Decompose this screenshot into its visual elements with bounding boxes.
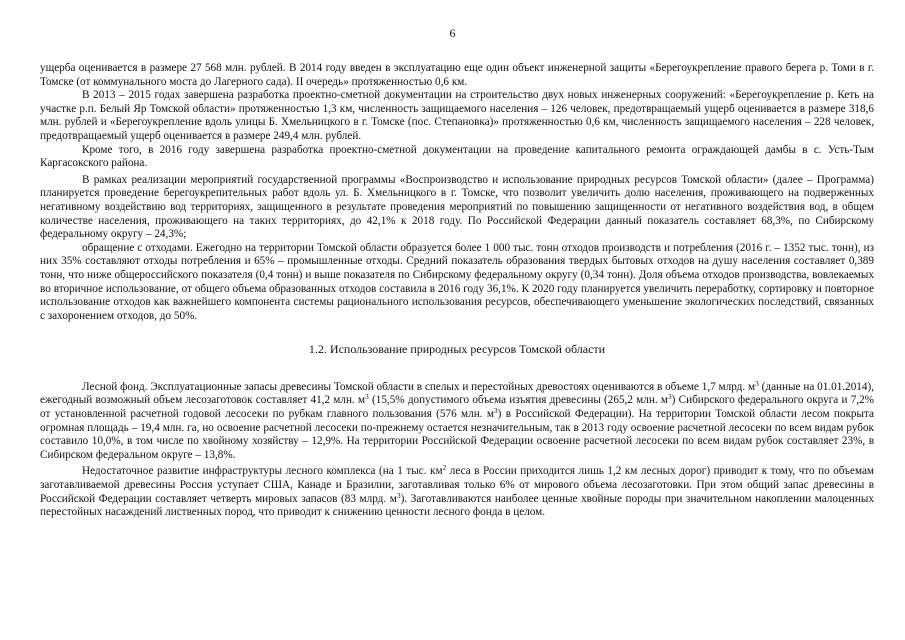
paragraph-forest-fund <box>40 378 874 463</box>
document-body <box>40 62 874 520</box>
paragraph: обращение с отходами. Ежегодно на территории Томской области образуется более 1 000 тыс. тонн отходов производств и потребления (2016 г. – 1352 тыс. тонн), из них 35% составляют отходы потребления и 65% – промышленные отходы. Средний показатель образования твердых бытовых отходов на душу населения составляет 0,389 тонн, что ниже общероссийского показателя (0,4 тонн) и выше показателя по Сибирскому федеральному округу (0,34 тонн). Доля объема отходов производства, вовлекаемых во вторичное использование, от общего объема образованных отходов составила в 2016 году 36,1%. К 2020 году планируется увеличить переработку, сортировку и повторное использование отходов как важнейшего компонента системы рационального использования ресурсов, обеспечивающего уменьшение экологических последствий, связанных с захоронением отходов, до 50%. <box>40 241 874 322</box>
superscript: 3 <box>365 392 369 402</box>
text-run: (данные на 01.01.2014), ежегодный возможный объем лесозаготовок составляет 41,2 млн. м <box>40 380 874 407</box>
superscript: 3 <box>396 490 401 500</box>
text-run: Недостаточное развитие инфраструктуры лесного комплекса (на 1 тыс. км <box>82 465 443 478</box>
paragraph: Кроме того, в 2016 году завершена разработка проектно-сметной документации на проведение капитального ремонта ограждающей дамбы в с. Усть-Тым Каргасокского района. <box>40 143 874 170</box>
section-title: 1.2. Использование природных ресурсов Томской области <box>308 342 606 357</box>
superscript: 3 <box>667 392 672 402</box>
paragraph: В рамках реализации мероприятий государственной программы «Воспроизводство и использование природных ресурсов Томской области» (далее – Программа) планируется проведение берегоукрепительных работ вдоль ул. Б. Хмельницкого в г. Томске, что позволит увеличить долю населения, проживающего на подверженных негативному воздействию вод территориях, защищенного в результате проведения мероприятий по повышению защищенности от негативного воздействия вод, в общем количестве населения, проживающего на таких территориях, до 42,1% к 2018 году. По Российской Федерации данный показатель составляет 68,3%, по Сибирскому федеральному округу – 24,3%; <box>40 173 874 241</box>
superscript: 3 <box>493 406 498 416</box>
paragraph: В 2013 – 2015 годах завершена разработка проектно-сметной документации на строительство двух новых инженерных сооружений: «Берегоукрепление р. Кеть на участке р.п. Белый Яр Томской области» протяженностью 1,3 км, численность защищаемого населения – 126 человек, предотвращаемый ущерб оценивается в размере 318,6 млн. рублей и «Берегоукрепление вдоль улицы Б. Хмельницкого в г. Томске (пос. Степановка)» протяженностью 0,6 км, численность защищаемого населения – 228 человек, предотвращаемый ущерб оценивается в размере 249,4 млн. рублей. <box>40 89 874 142</box>
page-number: 6 <box>449 26 456 40</box>
text-run: ) в Российской Федерации). На территории Томской области лесом покрыта огромная площадь – 19,4 млн. га, но освоение расчетной лесосеки по-прежнему остается незначительным, так в 2013 году освоение расчетной лесосеки по всем видам рубок составило 10,0%, в том числе по хвойному хозяйству – 12,9%. На территории Российской Федерации освоение расчетной лесосеки по всем видам рубок составляет 23%, в Сибирском федеральном округе – 13,8%. <box>40 408 874 461</box>
superscript: 2 <box>442 463 447 473</box>
text-run: Лесной фонд. Эксплуатационные запасы древесины Томской области в спелых и перестойных древостоях оцениваются в объеме 1,7 млрд. м <box>82 380 756 393</box>
text-run: леса в России приходится лишь 1,2 км лесных дорог) приводит к тому, что по объемам заготавливаемой древесины Россия уступает США, Канаде и Бразилии, заготавливая только 6% от мирового объема лесозаготовки. При этом общий запас древесины в Российской Федерации составляет четверть мировых запасов (83 млрд. м <box>40 465 874 505</box>
text-run: ). Заготавливаются наиболее ценные хвойные породы при значительном накоплении малоценных перестойных насаждений лиственных пород, что приводит к снижению ценности лесного фонда в целом. <box>40 492 874 519</box>
paragraph-infrastructure <box>40 465 874 519</box>
text-run: (15,5% допустимого объема изъятия древесины (265,2 млн. м <box>368 394 668 407</box>
superscript: 3 <box>755 378 759 388</box>
text-run: ) Сибирского федерального округа и 7,2% от установленной расчетной годовой лесосеки по рубкам главного пользования (576 млн. м <box>40 394 874 421</box>
paragraph: ущерба оценивается в размере 27 568 млн. рублей. В 2014 году введен в эксплуатацию еще один объект инженерной защиты «Берегоукрепление правого берега р. Томи в г. Томске (от коммунального моста до Лагерного сада). II очередь» протяженностью 0,6 км. <box>40 62 874 88</box>
